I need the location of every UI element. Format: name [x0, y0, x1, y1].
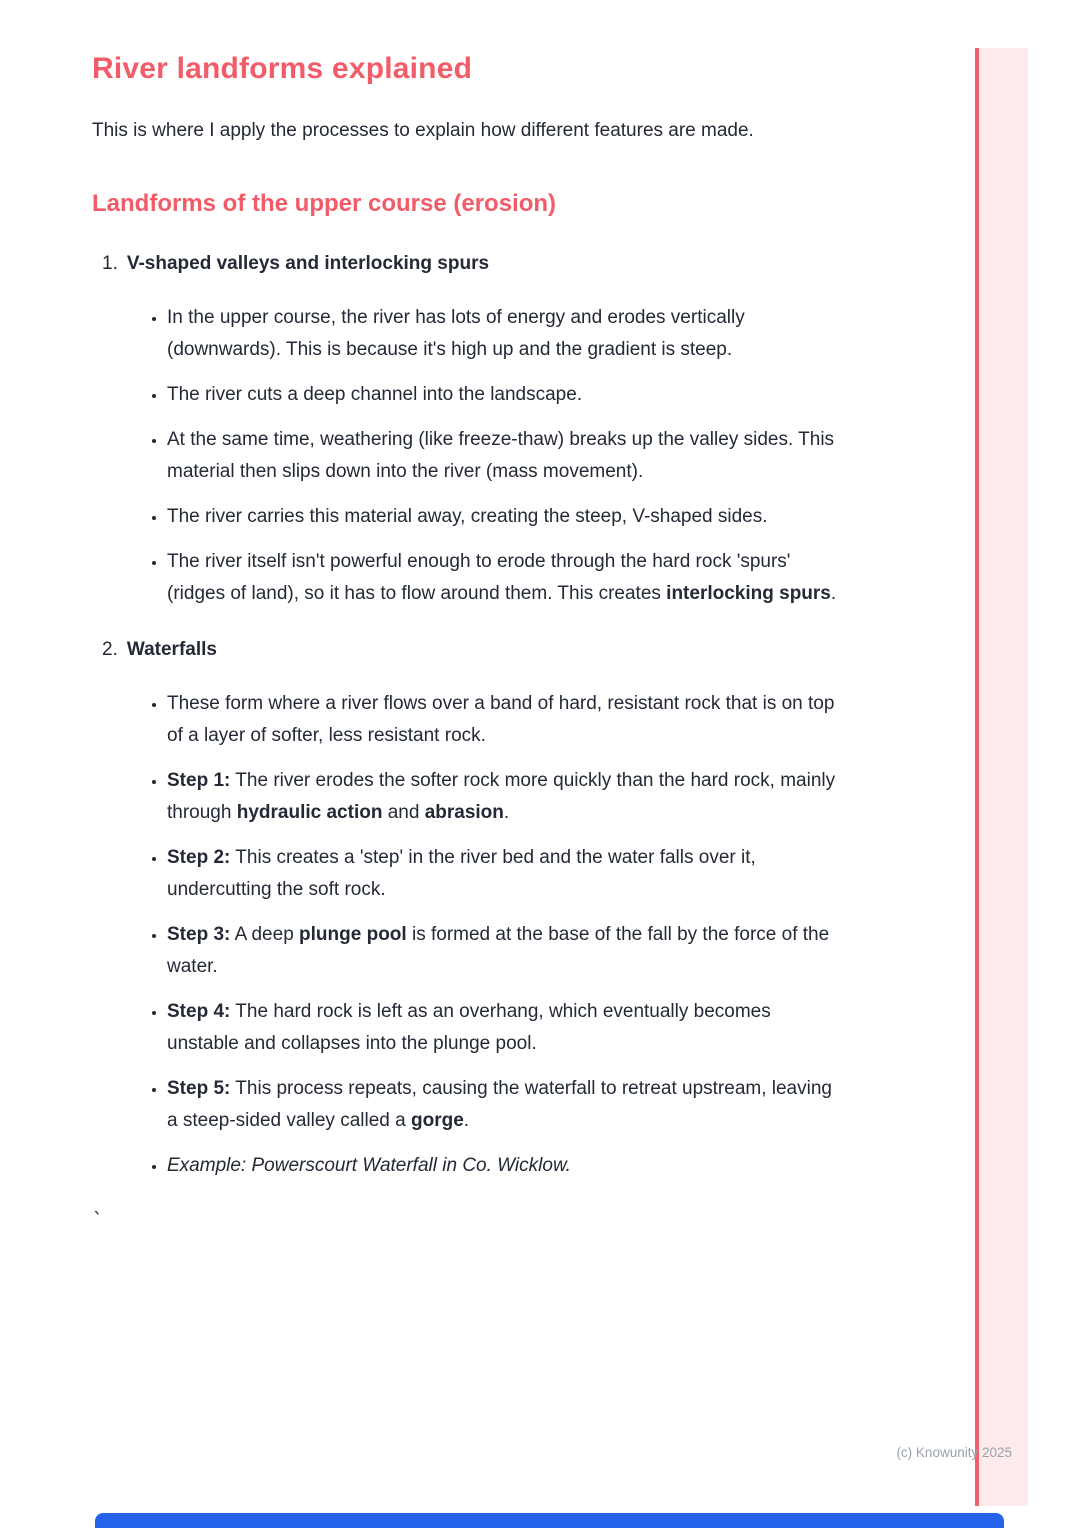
copyright-footer: (c) Knowunity 2025: [896, 1445, 1012, 1460]
list-item-title: V-shaped valleys and interlocking spurs: [126, 253, 490, 274]
text-segment: gorge: [410, 1110, 464, 1131]
text-segment: The hard rock is left as an overhang, which eventually becomes unstable and collapses into the plunge pool.: [167, 1001, 771, 1054]
text-segment: .: [503, 802, 510, 823]
text-segment: Step 5:: [167, 1078, 231, 1099]
text-segment: In the upper course, the river has lots of energy and erodes vertically (downwards). This is because it's high up and the gradient is steep.: [167, 307, 745, 360]
list-item-number: 2.: [102, 639, 118, 660]
bullet-item: [167, 302, 840, 366]
bullet-item: [167, 379, 840, 411]
text-segment: A deep: [230, 924, 300, 945]
text-segment: abrasion: [424, 802, 504, 823]
text-segment: is formed at the base of the fall by the force of the water.: [167, 924, 830, 977]
text-segment: Step 4:: [167, 1001, 231, 1022]
bullet-item: [167, 1073, 840, 1137]
bullet-list: [149, 688, 840, 1182]
list-item-heading: [102, 636, 840, 664]
intro-paragraph: This is where I apply the processes to explain how different features are made.: [92, 120, 754, 141]
text-segment: hydraulic action: [236, 802, 383, 823]
text-segment: .: [830, 583, 837, 604]
bullet-item: [167, 424, 840, 488]
list-item: [92, 636, 840, 1182]
text-segment: Example: Powerscourt Waterfall in Co. Wicklow.: [167, 1155, 571, 1176]
bullet-item: [167, 501, 840, 533]
text-segment: interlocking spurs: [666, 583, 831, 604]
side-stripe: [975, 48, 1028, 1506]
list-item-title: Waterfalls: [126, 639, 217, 660]
section-heading: Landforms of the upper course (erosion): [92, 190, 557, 217]
bullet-list: [149, 302, 840, 610]
text-segment: Step 1:: [167, 770, 231, 791]
text-segment: The river carries this material away, creating the steep, V-shaped sides.: [167, 506, 768, 527]
list-item-heading: [102, 250, 840, 278]
page-title: River landforms explained: [92, 52, 473, 85]
text-segment: plunge pool: [299, 924, 407, 945]
bullet-item: [167, 919, 840, 983]
text-segment: and: [382, 802, 425, 823]
bullet-item: [167, 842, 840, 906]
bullet-item: [167, 546, 840, 610]
text-segment: Step 3:: [167, 924, 231, 945]
text-segment: .: [463, 1110, 470, 1131]
numbered-list: [92, 250, 840, 1182]
text-segment: These form where a river flows over a band of hard, resistant rock that is on top of a layer of softer, less resistant rock.: [167, 693, 835, 746]
text-segment: Step 2:: [167, 847, 231, 868]
document-content: [92, 52, 840, 1232]
bullet-item: [167, 996, 840, 1060]
bullet-item: [167, 1150, 840, 1182]
list-item-number: 1.: [102, 253, 118, 274]
text-segment: This process repeats, causing the waterfall to retreat upstream, leaving a steep-sided valley called a: [167, 1078, 832, 1131]
text-segment: The river itself isn't powerful enough to erode through the hard rock 'spurs' (ridges of land), so it has to flow around them. This creates: [167, 551, 791, 604]
list-item: [92, 250, 840, 610]
text-segment: The river cuts a deep channel into the landscape.: [167, 384, 583, 405]
bullet-item: [167, 765, 840, 829]
text-segment: At the same time, weathering (like freeze-thaw) breaks up the valley sides. This material then slips down into the river (mass movement).: [167, 429, 835, 482]
bullet-item: [167, 688, 840, 752]
text-segment: The river erodes the softer rock more quickly than the hard rock, mainly through: [167, 770, 836, 823]
text-segment: This creates a 'step' in the river bed and the water falls over it, undercutting the soft rock.: [167, 847, 756, 900]
stray-backtick: `: [92, 1209, 104, 1231]
bottom-bar: [95, 1513, 1004, 1528]
